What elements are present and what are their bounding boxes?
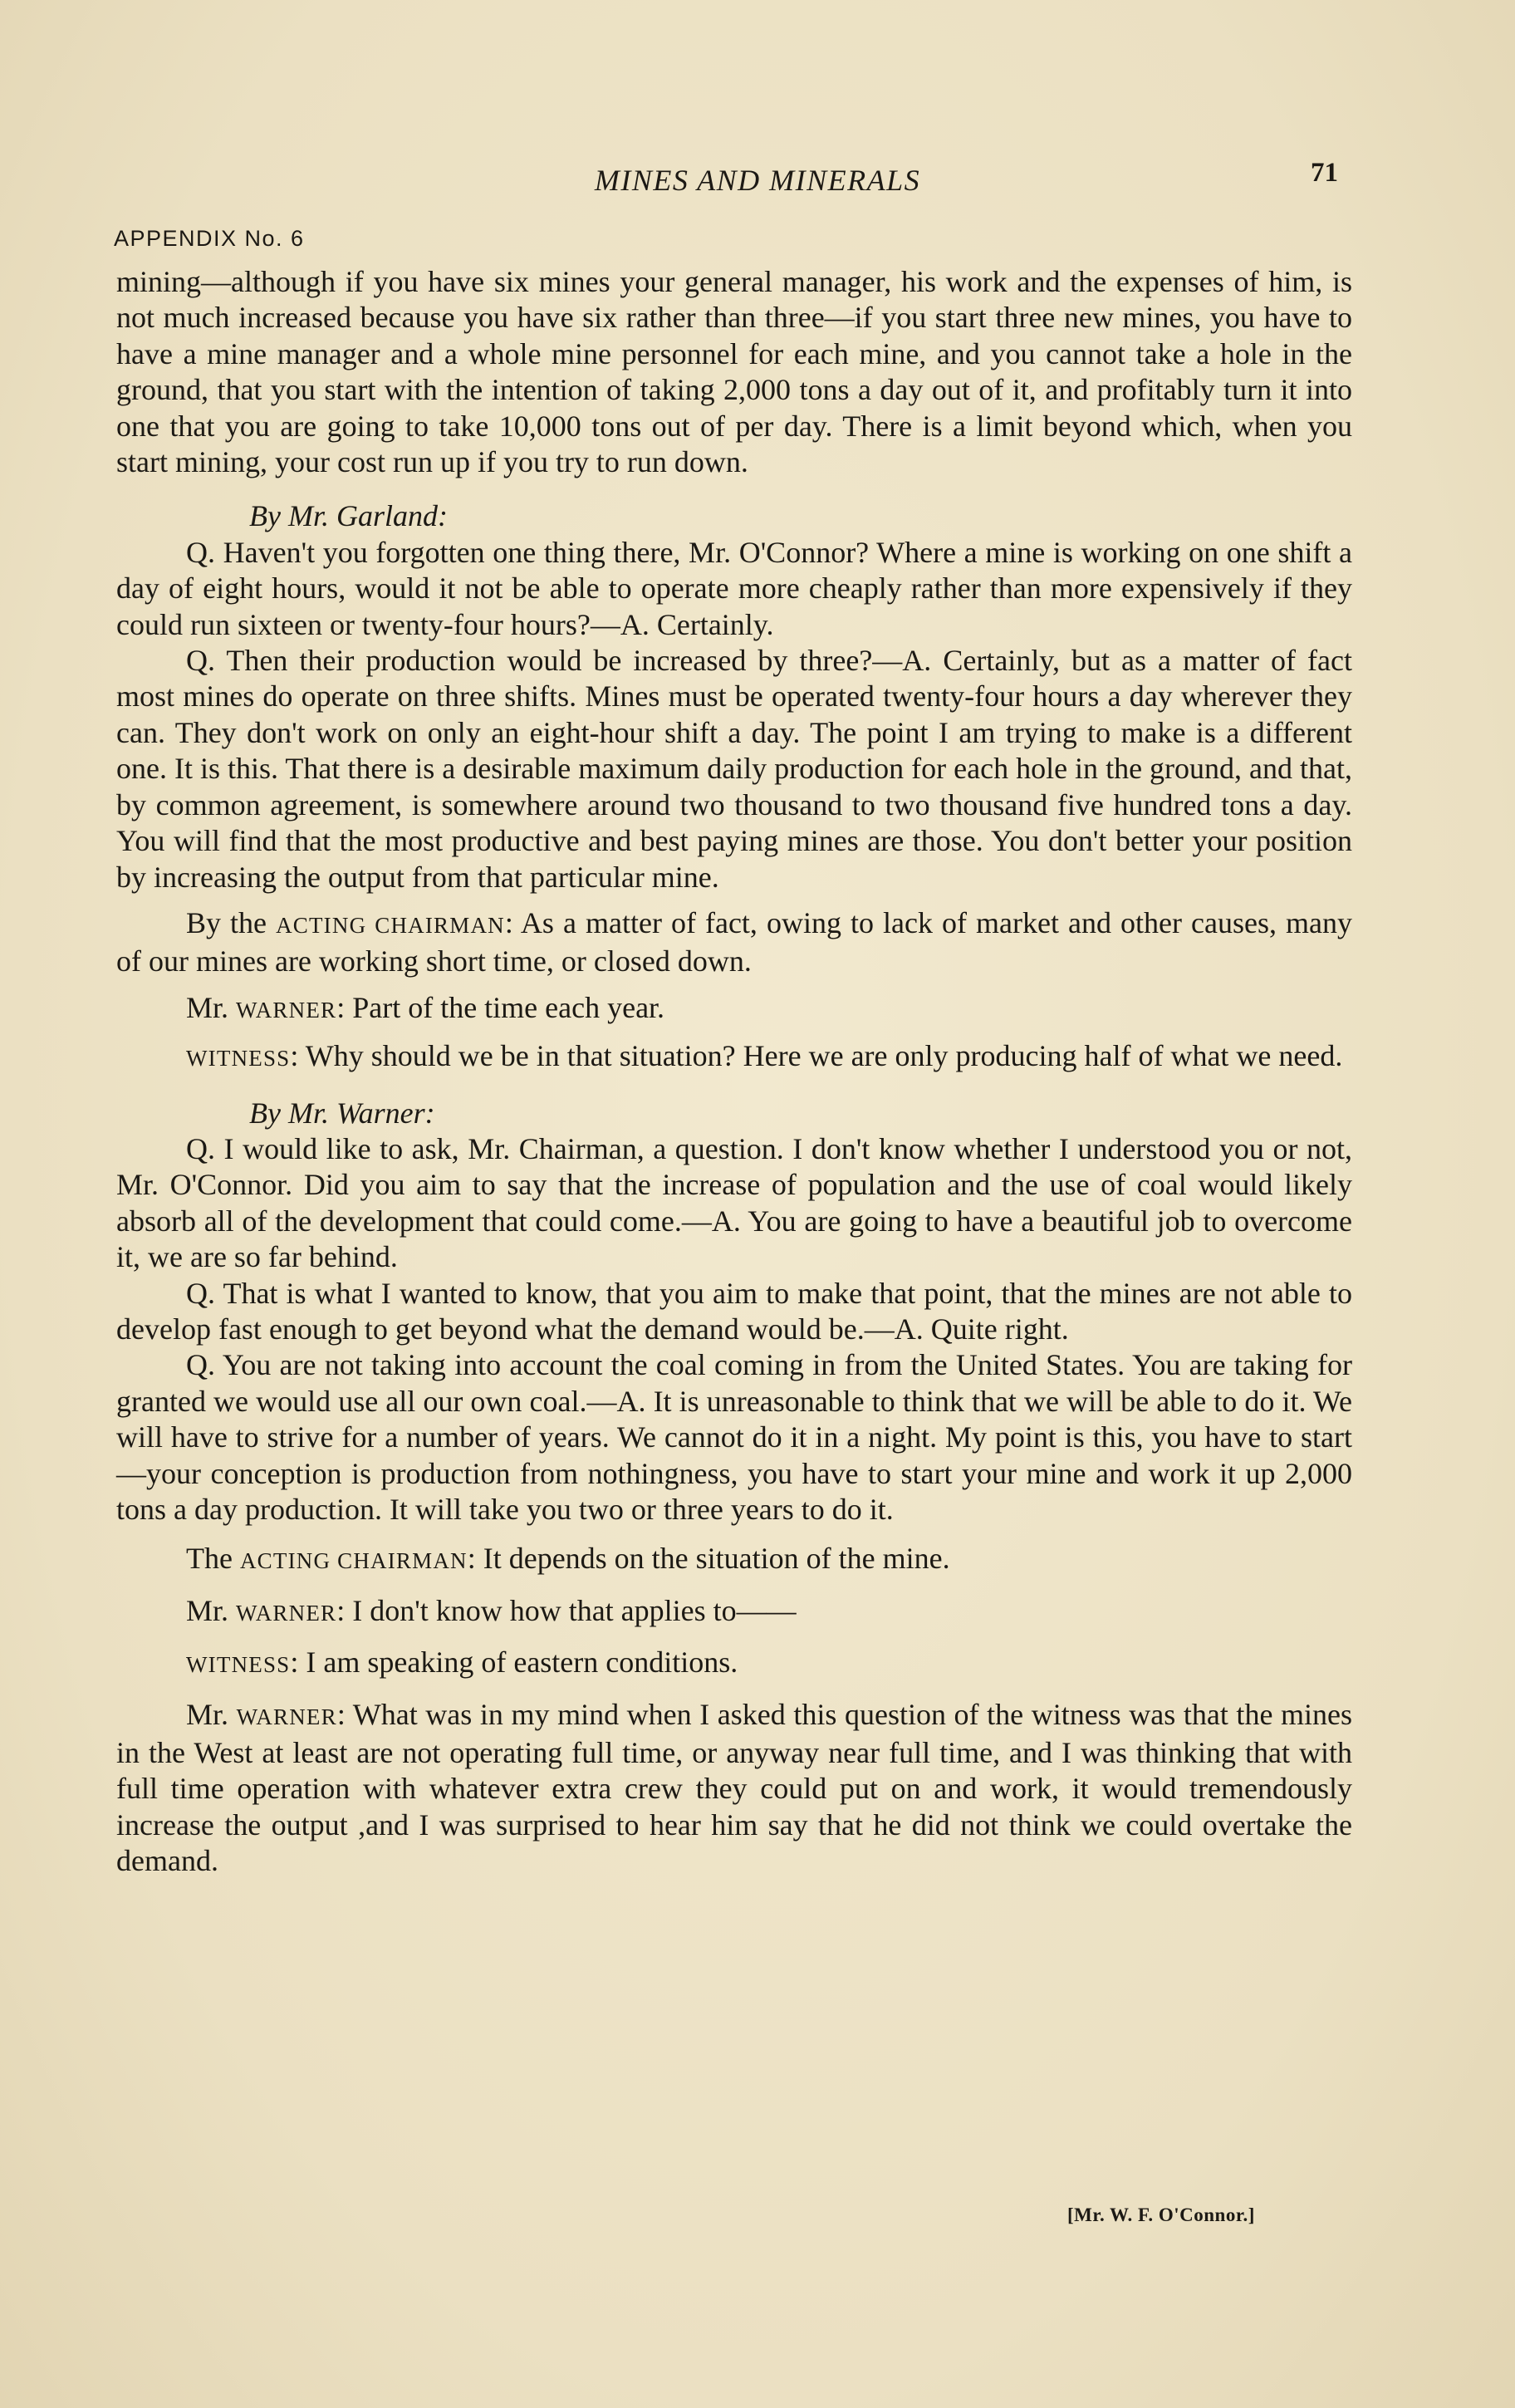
speaker-prefix: The [186, 1542, 233, 1576]
speaker-text: : I don't know how that applies to—— [336, 1593, 797, 1627]
speaker-paragraph [116, 1541, 1352, 1579]
speaker-name: ACTING CHAIRMAN [239, 1548, 468, 1574]
witness-signature: [Mr. W. F. O'Connor.] [1067, 2204, 1255, 2225]
running-head: MINES AND MINERALS [594, 164, 921, 197]
speaker-name: WITNESS [186, 1652, 291, 1678]
speaker-paragraph [116, 1038, 1352, 1076]
speaker-name: WITNESS [186, 1046, 291, 1072]
speaker-prefix: Mr. [186, 1697, 229, 1731]
speaker-name: WARNER [236, 1600, 337, 1626]
page-number: 71 [1311, 158, 1338, 188]
speaker-name: WARNER [236, 997, 337, 1023]
examiner-heading-garland: By Mr. Garland: [249, 499, 448, 533]
speaker-text: : It depends on the situation of the mine. [467, 1542, 950, 1576]
question-paragraph: Q. You are not taking into account the coal coming in from the United States. You are taking for granted we would use all our own coal.—A. It is unreasonable to think that we will be able to do it. We will have to strive for a number of years. We cannot do it in a night. My point is this, you have to start—your conception is production from nothingness, you have to start your mine and work it up 2,000 tons a day production. It will take you two or three years to do it. [116, 1348, 1352, 1526]
speaker-text: : What was in my mind when I asked this question of the witness was that the mines in the West at least are not operating full time, or anyway near full time, and I was thinking that with full time operation with whatever extra crew they could put on and work, it would tremendously increase the output ,and I was surprised to hear him say that he did not think we could overtake the demand. [116, 1697, 1352, 1878]
speaker-name: ACTING CHAIRMAN [276, 912, 505, 938]
speaker-paragraph [116, 990, 1352, 1028]
question-paragraph: Q. Haven't you forgotten one thing there, Mr. O'Connor? Where a mine is working on one shift a day of eight hours, would it not be able to operate more cheaply rather than more expensively if they could run sixteen or twenty-four hours?—A. Certainly. [116, 535, 1352, 641]
speaker-text: : Why should we be in that situation? Here we are only producing half of what we need. [290, 1039, 1343, 1073]
paragraph-continuation: mining—although if you have six mines your general manager, his work and the expenses of him, is not much increased because you have six rather than three—if you start three new mines, you have to have a mine manager and a whole mine personnel for each mine, and you cannot take a hole in the ground, that you start with the intention of taking 2,000 tons a day out of it, and profitably turn it into one that you are going to take 10,000 tons out of per day. There is a limit beyond which, when you start mining, your cost run up if you try to run down. [116, 265, 1352, 479]
speaker-name: WARNER [236, 1704, 337, 1729]
appendix-label: APPENDIX No. 6 [114, 226, 305, 251]
question-paragraph: Q. I would like to ask, Mr. Chairman, a question. I don't know whether I understood you or not, Mr. O'Connor. Did you aim to say that the increase of population and the use of coal would likely absorb all of the development that could come.—A. You are going to have a beautiful job to overcome it, we are so far behind. [116, 1131, 1352, 1274]
question-paragraph: Q. That is what I wanted to know, that you aim to make that point, that the mines are not able to develop fast enough to get beyond what the demand would be.—A. Quite right. [116, 1276, 1352, 1346]
speaker-prefix: By the [186, 905, 267, 939]
speaker-paragraph [116, 1645, 1352, 1683]
speaker-paragraph [116, 905, 1352, 980]
body-text [116, 264, 1352, 1880]
speaker-text: : I am speaking of eastern conditions. [290, 1645, 738, 1680]
speaker-prefix: Mr. [186, 1593, 229, 1627]
speaker-paragraph [116, 1593, 1352, 1631]
speaker-paragraph [116, 1697, 1352, 1880]
speaker-prefix: Mr. [186, 990, 229, 1024]
speaker-text: : Part of the time each year. [336, 990, 665, 1024]
examiner-heading-warner: By Mr. Warner: [249, 1096, 435, 1130]
question-paragraph: Q. Then their production would be increased by three?—A. Certainly, but as a matter of fact most mines do operate on three shifts. Mines must be operated twenty-four hours a day wherever they can. They don't work on only an eight-hour shift a day. The point I am trying to make is a different one. It is this. That there is a desirable maximum daily production for each hole in the ground, and that, by common agreement, is somewhere around two thousand to two thousand five hundred tons a day. You will find that the most productive and best paying mines are those. You don't better your position by increasing the output from that particular mine. [116, 644, 1352, 894]
speaker-text: : As a matter of fact, owing to lack of market and other causes, many of our mines are working short time, or closed down. [116, 905, 1353, 978]
